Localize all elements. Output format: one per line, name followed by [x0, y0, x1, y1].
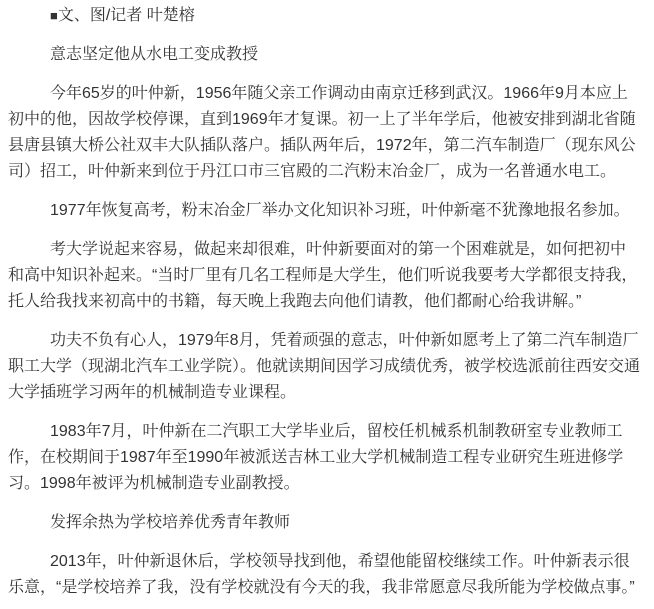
section-heading-2: 发挥余热为学校培养优秀青年教师: [50, 514, 291, 531]
paragraph-early-life: 今年65岁的叶仲新，1956年随父亲工作调动由南京迁移到武汉。1966年9月本应上初中的他，因故学校停课，直到1969年才复课。初一上了半年学后，他被安排到湖北省随县唐县镇大桥公社双丰大队插队落户。插队两年后，1972年，第二汽车制造厂（现东风公司）招工，叶仲新来到位于丹江口市三官殿的二汽粉末冶金厂，成为一名普通水电工。: [8, 85, 636, 180]
paragraph-retirement-2013: 2013年，叶仲新退休后，学校领导找到他，希望他能留校继续工作。叶仲新表示很乐意，“是学校培养了我，没有学校就没有今天的我，我非常愿意尽我所能为学校做点事。”: [8, 553, 635, 596]
paragraph-admission-1979: 功夫不负有心人，1979年8月，凭着顽强的意志，叶仲新如愿考上了第二汽车制造厂职工大学（现湖北汽车工业学院）。他就读期间因学习成绩优秀，被学校选派前往西安交通大学插班学习两年的机械制造专业课程。: [8, 332, 641, 401]
section-heading-1: 意志坚定他从水电工变成教授: [50, 46, 259, 63]
paragraph-gaokao-1977: 1977年恢复高考，粉末冶金厂举办文化知识补习班，叶仲新毫不犹豫地报名参加。: [50, 202, 630, 219]
byline-square-marker: ■: [50, 8, 58, 23]
byline-author-text: 文、图/记者 叶楚榕: [57, 7, 195, 24]
paragraph-study-difficulty: 考大学说起来容易，做起来却很难，叶仲新要面对的第一个困难就是，如何把初中和高中知识补起来。“当时厂里有几名工程师是大学生，他们听说我要考大学都很支持我，托人给我找来初高中的书籍，每天晚上我跑去向他们请教，他们都耐心给我讲解。”: [8, 241, 638, 310]
article-byline: [8, 3, 641, 29]
paragraph-career-1983: 1983年7月，叶仲新在二汽职工大学毕业后，留校任机械系机制教研室专业教师工作，在校期间于1987年至1990年被派送吉林工业大学机械制造工程专业研究生班进修学习。1998年被评为机械制造专业副教授。: [8, 423, 624, 492]
